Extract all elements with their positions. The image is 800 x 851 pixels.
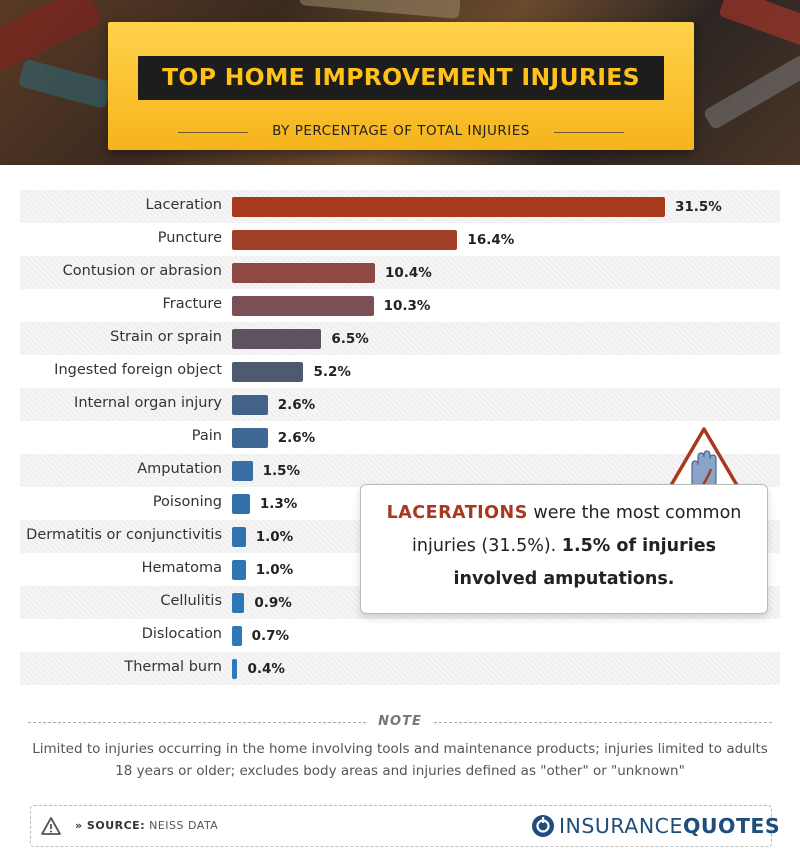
- bar: [232, 560, 246, 580]
- bar: [232, 494, 250, 514]
- subtitle-rule-right: [554, 132, 624, 133]
- bar-value-label: 10.4%: [384, 265, 432, 281]
- callout-line-1-rest: were the most common: [527, 503, 742, 523]
- bar-label: Thermal burn: [124, 659, 222, 675]
- callout-line-2a: injuries (31.5%).: [412, 536, 562, 556]
- note-title: NOTE: [378, 714, 422, 729]
- bar: [232, 362, 303, 382]
- warning-icon: [41, 817, 61, 835]
- bar-value-label: 1.3%: [259, 496, 298, 512]
- bar: [232, 593, 244, 613]
- source-value: NEISS DATA: [145, 819, 219, 832]
- logo-quotes: QUOTES: [682, 814, 781, 838]
- bar-value-label: 1.5%: [262, 463, 301, 479]
- bar-label: Laceration: [145, 197, 222, 213]
- callout-line-2: [361, 536, 767, 556]
- bar-label: Internal organ injury: [74, 395, 222, 411]
- bar: [232, 263, 375, 283]
- bar-label: Ingested foreign object: [54, 362, 222, 378]
- callout-line-3: involved amputations.: [453, 569, 675, 589]
- bar: [232, 230, 457, 250]
- logo-text: [559, 814, 780, 838]
- bar-label: Hematoma: [141, 560, 222, 576]
- insight-callout: [360, 484, 768, 614]
- bar-label: Dislocation: [141, 626, 222, 642]
- bar: [232, 527, 246, 547]
- logo-icon: [531, 814, 555, 838]
- bar: [232, 395, 268, 415]
- bar-value-label: 6.5%: [331, 331, 369, 347]
- bar: [232, 296, 374, 316]
- bar-label: Strain or sprain: [110, 329, 222, 345]
- footer: [30, 805, 781, 847]
- bar-value-label: 16.4%: [467, 232, 515, 248]
- note-text: Limited to injuries occurring in the home involving tools and maintenance products; injuries limited to adults 18 years or older; excludes body areas and injuries defined as "other" or "unknown": [32, 741, 768, 779]
- chart-title: TOP HOME IMPROVEMENT INJURIES: [162, 63, 640, 91]
- bar-value-label: 1.0%: [255, 562, 294, 578]
- source-text: [75, 819, 218, 832]
- bar: [232, 329, 321, 349]
- callout-line-1: [361, 503, 767, 523]
- title-box: [138, 56, 664, 100]
- bar-value-label: 2.6%: [277, 397, 316, 413]
- bar-value-label: 31.5%: [675, 199, 722, 215]
- bar: [232, 461, 253, 481]
- title-banner: [108, 22, 694, 150]
- bar-value-label: 10.3%: [383, 298, 431, 314]
- bar-value-label: 5.2%: [313, 364, 351, 380]
- bar-value-label: 0.7%: [251, 628, 290, 644]
- bar: [232, 659, 237, 679]
- note-header: [28, 712, 772, 732]
- logo-insurance: INSURANCE: [559, 814, 683, 838]
- bar: [232, 626, 242, 646]
- bar-label: Poisoning: [152, 494, 222, 510]
- bar-label: Contusion or abrasion: [62, 263, 222, 279]
- callout-highlight: LACERATIONS: [386, 503, 528, 523]
- bar-label: Fracture: [162, 296, 222, 312]
- callout-line-2b: 1.5% of injuries: [561, 536, 716, 556]
- bar-value-label: 0.4%: [247, 661, 285, 677]
- bar-value-label: 1.0%: [255, 529, 294, 545]
- bar-label: Puncture: [157, 230, 222, 246]
- bar: [232, 428, 268, 448]
- bar: [232, 197, 665, 217]
- bar-value-label: 0.9%: [254, 595, 292, 611]
- chart-subtitle: BY PERCENTAGE OF TOTAL INJURIES: [272, 123, 530, 139]
- bar-value-label: 2.6%: [277, 430, 316, 446]
- note-rule-right: [434, 722, 772, 723]
- source-prefix: » SOURCE:: [75, 819, 146, 832]
- insurancequotes-logo[interactable]: [531, 813, 781, 839]
- bar-label: Dermatitis or conjunctivitis: [26, 527, 222, 543]
- bar-label: Amputation: [137, 461, 222, 477]
- bar-label: Cellulitis: [160, 593, 222, 609]
- bar-label: Pain: [191, 428, 222, 444]
